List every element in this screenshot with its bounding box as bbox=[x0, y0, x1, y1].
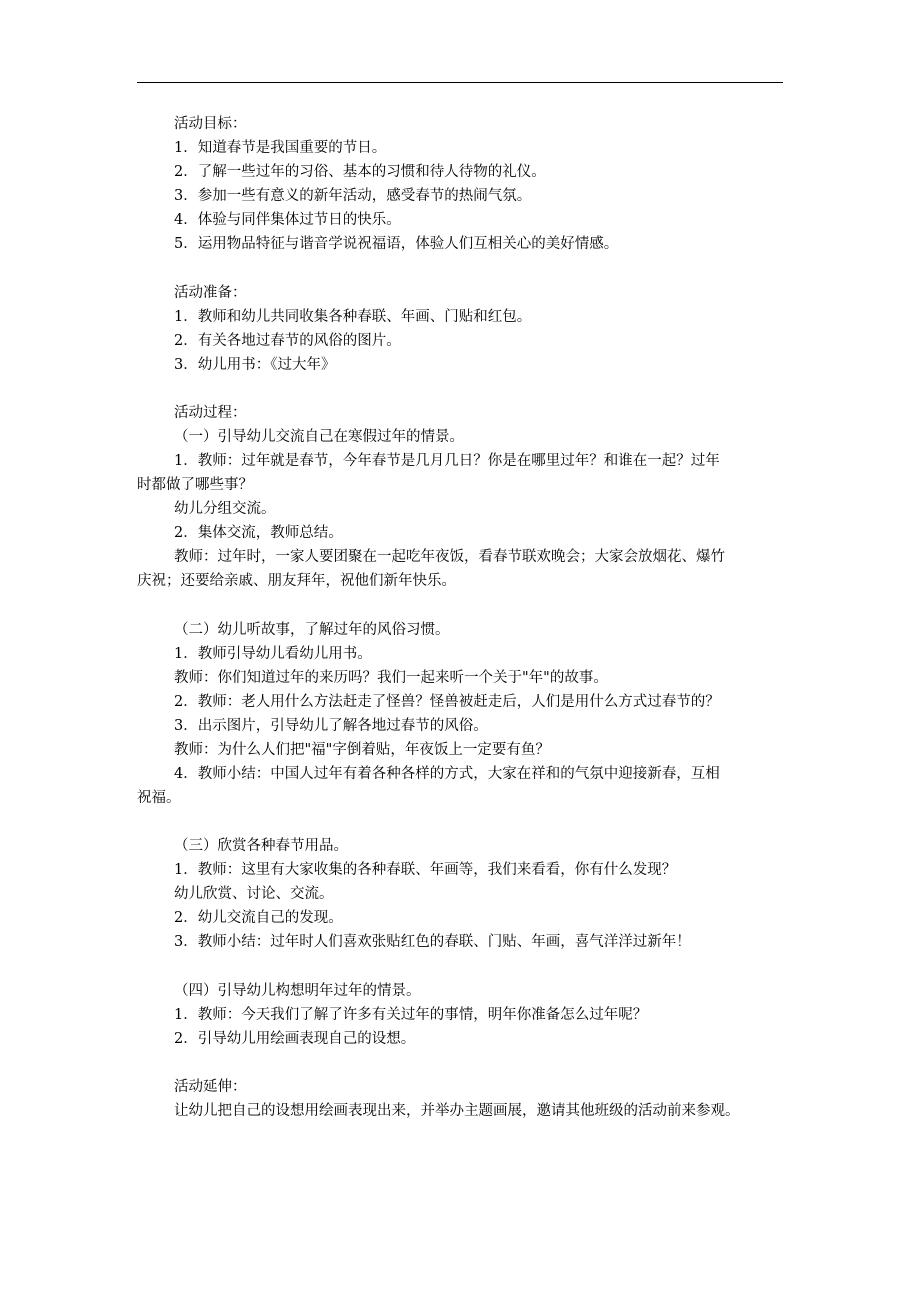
goal-item: 5．运用物品特征与谐音学说祝福语，体验人们互相关心的美好情感。 bbox=[174, 236, 619, 252]
extension-heading: 活动延伸： bbox=[174, 1079, 247, 1095]
part2-title: （二）幼儿听故事，了解过年的风俗习惯。 bbox=[174, 622, 450, 638]
part1-line: 2．集体交流，教师总结。 bbox=[174, 525, 343, 541]
goal-item: 2．了解一些过年的习俗、基本的习惯和待人待物的礼仪。 bbox=[174, 164, 546, 180]
prep-item: 2．有关各地过春节的风俗的图片。 bbox=[174, 333, 401, 349]
part3-line: 2．幼儿交流自己的发现。 bbox=[174, 910, 343, 926]
part3-line: 幼儿欣赏、讨论、交流。 bbox=[174, 886, 334, 902]
part1-line: 幼儿分组交流。 bbox=[174, 501, 276, 517]
part1-line: 1．教师：过年就是春节，今年春节是几月几日？你是在哪里过年？和谁在一起？过年 bbox=[174, 453, 720, 469]
prep-item: 3．幼儿用书：《过大年》 bbox=[174, 357, 336, 373]
part4-line: 2．引导幼儿用绘画表现自己的设想。 bbox=[174, 1031, 416, 1047]
process-heading: 活动过程： bbox=[174, 405, 247, 421]
part2-line: 4．教师小结：中国人过年有着各种各样的方式，大家在祥和的气氛中迎接新春，互相 bbox=[174, 766, 720, 782]
part1-line: 时都做了哪些事？ bbox=[137, 477, 253, 493]
part4-line: 1．教师：今天我们了解了许多有关过年的事情，明年你准备怎么过年呢？ bbox=[174, 1007, 648, 1023]
part2-line: 教师：你们知道过年的来历吗？我们一起来听一个关于"年"的故事。 bbox=[174, 670, 608, 686]
part1-line: 教师：过年时，一家人要团聚在一起吃年夜饭，看春节联欢晚会；大家会放烟花、爆竹 bbox=[174, 549, 725, 565]
part1-line: 庆祝；还要给亲戚、朋友拜年，祝他们新年快乐。 bbox=[137, 573, 456, 589]
part2-line: 教师：为什么人们把"福"字倒着贴，年夜饭上一定要有鱼？ bbox=[174, 742, 550, 758]
prep-heading: 活动准备： bbox=[174, 285, 247, 301]
goals-heading: 活动目标： bbox=[174, 116, 247, 132]
extension-text: 让幼儿把自己的设想用绘画表现出来，并举办主题画展，邀请其他班级的活动前来参观。 bbox=[174, 1103, 740, 1119]
part3-line: 1．教师：这里有大家收集的各种春联、年画等，我们来看看，你有什么发现？ bbox=[174, 862, 677, 878]
goal-item: 3．参加一些有意义的新年活动，感受春节的热闹气氛。 bbox=[174, 188, 532, 204]
part2-line: 1．教师引导幼儿看幼儿用书。 bbox=[174, 646, 372, 662]
prep-item: 1．教师和幼儿共同收集各种春联、年画、门贴和红包。 bbox=[174, 309, 532, 325]
goal-item: 1．知道春节是我国重要的节日。 bbox=[174, 140, 387, 156]
part2-line: 3．出示图片，引导幼儿了解各地过春节的风俗。 bbox=[174, 718, 488, 734]
part3-title: （三）欣赏各种春节用品。 bbox=[174, 838, 348, 854]
part2-line: 祝福。 bbox=[137, 790, 181, 806]
part2-line: 2．教师：老人用什么方法赶走了怪兽？怪兽被赶走后，人们是用什么方式过春节的？ bbox=[174, 694, 720, 710]
part1-title: （一）引导幼儿交流自己在寒假过年的情景。 bbox=[174, 429, 464, 445]
part3-line: 3．教师小结：过年时人们喜欢张贴红色的春联、门贴、年画，喜气洋洋过新年！ bbox=[174, 934, 691, 950]
part4-title: （四）引导幼儿构想明年过年的情景。 bbox=[174, 983, 421, 999]
goal-item: 4．体验与同伴集体过节日的快乐。 bbox=[174, 212, 401, 228]
